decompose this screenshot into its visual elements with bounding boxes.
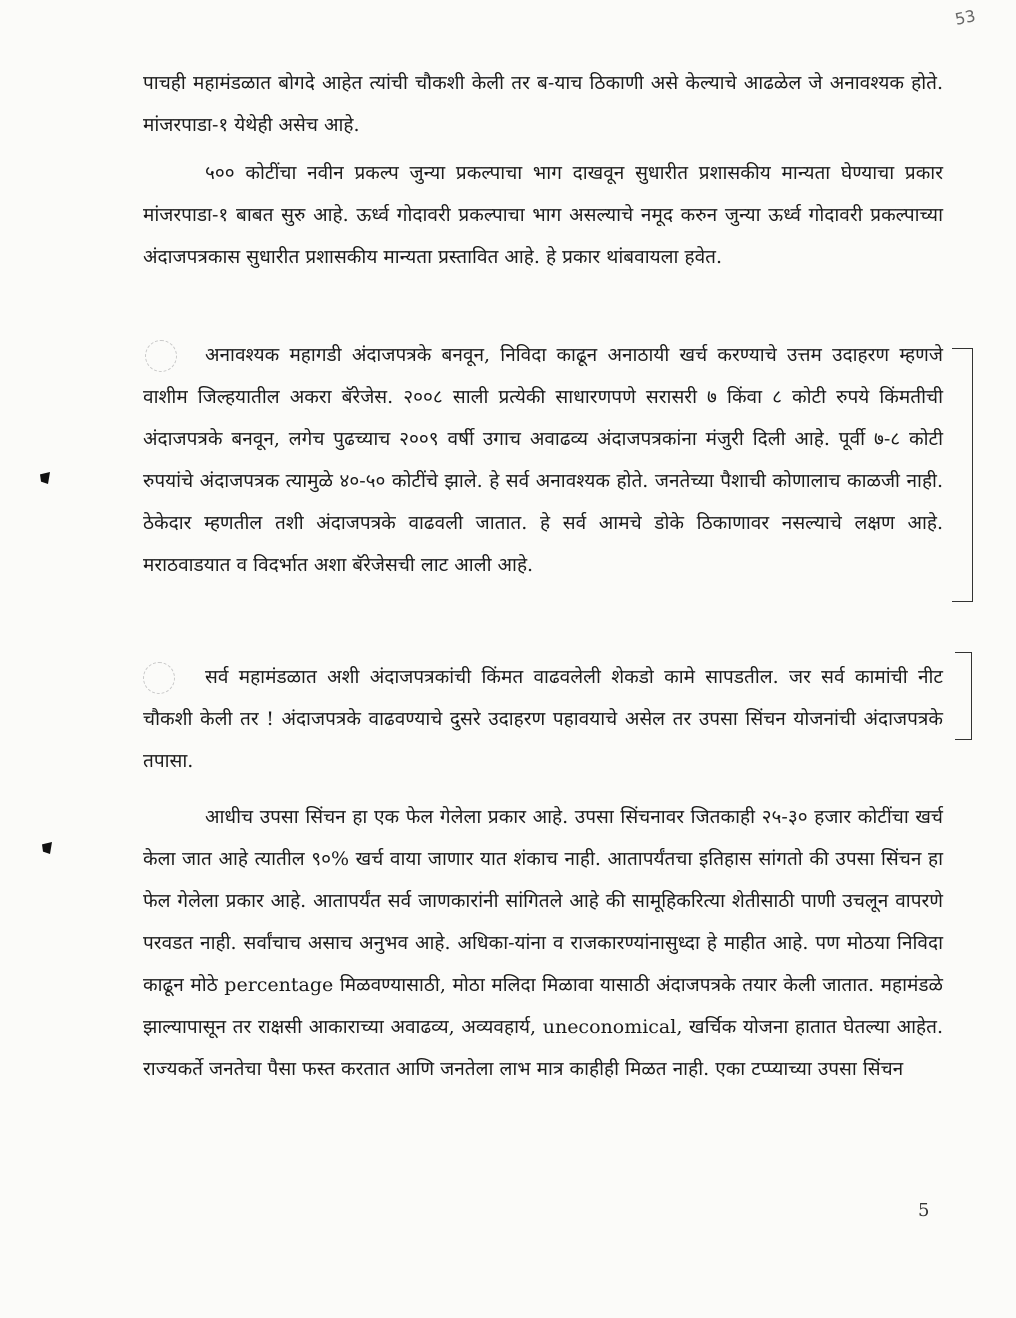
paragraph-2: ५०० कोटींचा नवीन प्रकल्प जुन्या प्रकल्पाचा भाग दाखवून सुधारीत प्रशासकीय मान्यता घेण्याचा प्रकार मांजरपाडा-१ बाबत सुरु आहे. ऊर्ध्व गोदावरी प्रकल्पाचा भाग असल्याचे नमूद करुन जुन्या ऊर्ध्व गोदावरी प्रकल्पाच्या अंदाजपत्रकास सुधारीत प्रशासकीय मान्यता प्रस्तावित आहे. हे प्रकार थांबवायला हवेत. bbox=[143, 162, 943, 268]
paragraph-3: अनावश्यक महागडी अंदाजपत्रके बनवून, निविदा काढून अनाठायी खर्च करण्याचे उत्तम उदाहरण म्हणजे वाशीम जिल्हयातील अकरा बॅरेजेस. २००८ साली प्रत्येकी साधारणपणे सरासरी ७ किंवा ८ कोटी रुपये किंमतीची अंदाजपत्रके बनवून, लगेच पुढच्याच २००९ वर्षी उगाच अवाढव्य अंदाजपत्रकांना मंजुरी दिली आहे. पूर्वी ७-८ कोटी रुपयांचे अंदाजपत्रक त्यामुळे ४०-५० कोटींचे झाले. हे सर्व अनावश्यक होते. जनतेच्या पैशाची कोणालाच काळजी नाही. ठेकेदार म्हणतील तशी अंदाजपत्रके वाढवली जातात. हे सर्व आमचे डोके ठिकाणावर नसल्याचे लक्षण आहे. मराठवाडयात व विदर्भात अशा बॅरेजेसची लाट आली आहे. bbox=[143, 344, 943, 576]
margin-bracket-1 bbox=[952, 348, 973, 602]
handwritten-page-mark: 53 bbox=[953, 6, 978, 29]
paragraph-5: आधीच उपसा सिंचन हा एक फेल गेलेला प्रकार आहे. उपसा सिंचनावर जितकाही २५-३० हजार कोटींचा खर्च केला जात आहे त्यातील ९०% खर्च वाया जाणार यात शंकाच नाही. आतापर्यंतचा इतिहास सांगतो की उपसा सिंचन हा फेल गेलेला प्रकार आहे. आतापर्यंत सर्व जाणकारांनी सांगितले आहे की सामूहिकरित्या शेतीसाठी पाणी उचलून वापरणे परवडत नाही. सर्वांचाच असाच अनुभव आहे. अधिका-यांना व राजकारण्यांनासुध्दा हे माहीत आहे. पण मोठया निविदा काढून मोठे percentage मिळवण्यासाठी, मोठा मलिदा मिळावा यासाठी अंदाजपत्रके तयार केली जातात. महामंडळे झाल्यापासून तर राक्षसी आकाराच्या अवाढव्य, अव्यवहार्य, uneconomical, खर्चिक योजना हातात घेतल्या आहेत. राज्यकर्ते जनतेचा पैसा फस्त करतात आणि जनतेला लाभ मात्र काहीही मिळत नाही. एका टप्प्याच्या उपसा सिंचन bbox=[143, 806, 943, 1080]
binding-hole-mark-1 bbox=[40, 472, 50, 484]
binding-hole-mark-2 bbox=[42, 842, 52, 854]
margin-bracket-2 bbox=[955, 652, 972, 740]
paragraph-1: पाचही महामंडळात बोगदे आहेत त्यांची चौकशी केली तर ब-याच ठिकाणी असे केल्याचे आढळेल जे अनावश्यक होते. मांजरपाडा-१ येथेही असेच आहे. bbox=[143, 72, 943, 136]
page-number: 5 bbox=[918, 1200, 930, 1221]
paragraph-4: सर्व महामंडळात अशी अंदाजपत्रकांची किंमत वाढवलेली शेकडो कामे सापडतील. जर सर्व कामांची नीट चौकशी केली तर ! अंदाजपत्रके वाढवण्याचे दुसरे उदाहरण पहावयाचे असेल तर उपसा सिंचन योजनांची अंदाजपत्रके तपासा. bbox=[143, 666, 943, 772]
